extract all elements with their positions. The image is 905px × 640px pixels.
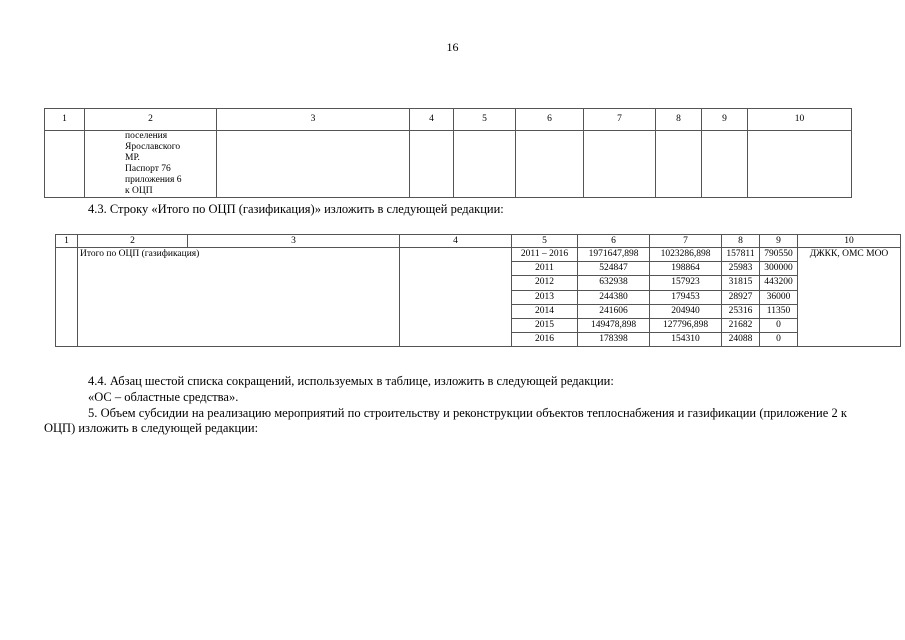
value-cell: 0 [760, 333, 798, 347]
header-cell: 3 [188, 235, 400, 248]
table-row [45, 131, 852, 198]
header-cell: 5 [454, 109, 516, 131]
year-cell: 2013 [512, 290, 578, 304]
value-cell: 24088 [722, 333, 760, 347]
value-cell: 25316 [722, 304, 760, 318]
paragraph-5: 5. Объем субсидии на реализацию мероприятий по строительству и реконструкции объектов теплоснабжения и газификации (приложение 2 к ОЦП) изложить в следующей редакции: [44, 406, 847, 435]
year-cell: 2016 [512, 333, 578, 347]
table-cell [85, 131, 217, 198]
value-cell: 1023286,898 [650, 248, 722, 262]
value-cell: 178398 [578, 333, 650, 347]
value-cell: 154310 [650, 333, 722, 347]
table-row [56, 248, 901, 262]
value-cell: 524847 [578, 262, 650, 276]
value-cell: 443200 [760, 276, 798, 290]
quote-line: «ОС – областные средства». [88, 390, 239, 404]
header-cell: 1 [56, 235, 78, 248]
paragraph-4-3: 4.3. Строку «Итого по ОЦП (газификация)» изложить в следующей редакции: [88, 202, 504, 216]
header-cell: 7 [650, 235, 722, 248]
header-cell: 4 [410, 109, 454, 131]
value-cell: 149478,898 [578, 319, 650, 333]
value-cell: 244380 [578, 290, 650, 304]
value-cell: 179453 [650, 290, 722, 304]
header-cell: 5 [512, 235, 578, 248]
header-cell: 10 [748, 109, 852, 131]
header-cell: 4 [400, 235, 512, 248]
year-cell: 2011 [512, 262, 578, 276]
value-cell: 0 [760, 319, 798, 333]
year-cell: 2011 – 2016 [512, 248, 578, 262]
header-cell: 2 [85, 109, 217, 131]
header-cell: 9 [702, 109, 748, 131]
value-cell: 157923 [650, 276, 722, 290]
year-cell: 2014 [512, 304, 578, 318]
header-cell: 3 [217, 109, 410, 131]
cell-line: поселения Ярославского [125, 131, 181, 152]
header-cell: 1 [45, 109, 85, 131]
value-cell: 28927 [722, 290, 760, 304]
value-cell: 300000 [760, 262, 798, 276]
header-cell: 8 [656, 109, 702, 131]
cell-line: Паспорт 76 приложения 6 [125, 164, 182, 185]
value-cell: 25983 [722, 262, 760, 276]
header-cell: 9 [760, 235, 798, 248]
table-header-row [45, 109, 852, 131]
header-cell: 2 [78, 235, 188, 248]
value-cell: 1971647,898 [578, 248, 650, 262]
value-cell: 790550 [760, 248, 798, 262]
cell-line: МР. [125, 153, 140, 163]
value-cell: 127796,898 [650, 319, 722, 333]
paragraph-4-4: 4.4. Абзац шестой списка сокращений, используемых в таблице, изложить в следующей редакции: [88, 374, 614, 388]
year-cell: 2015 [512, 319, 578, 333]
value-cell: 632938 [578, 276, 650, 290]
executors-cell: ДЖКК, ОМС МОО [798, 248, 901, 347]
totals-table [55, 234, 901, 347]
table-header-row [56, 235, 901, 248]
value-cell: 204940 [650, 304, 722, 318]
header-cell: 8 [722, 235, 760, 248]
totals-label: Итого по ОЦП (газификация) [78, 248, 400, 347]
value-cell: 241606 [578, 304, 650, 318]
page-number: 16 [446, 40, 459, 54]
value-cell: 198864 [650, 262, 722, 276]
header-cell: 10 [798, 235, 901, 248]
value-cell: 36000 [760, 290, 798, 304]
value-cell: 11350 [760, 304, 798, 318]
cell-line: к ОЦП [125, 186, 153, 196]
header-cell: 6 [578, 235, 650, 248]
header-cell: 7 [584, 109, 656, 131]
value-cell: 157811 [722, 248, 760, 262]
header-cell: 6 [516, 109, 584, 131]
value-cell: 31815 [722, 276, 760, 290]
year-cell: 2012 [512, 276, 578, 290]
continuation-table [44, 108, 852, 198]
value-cell: 21682 [722, 319, 760, 333]
